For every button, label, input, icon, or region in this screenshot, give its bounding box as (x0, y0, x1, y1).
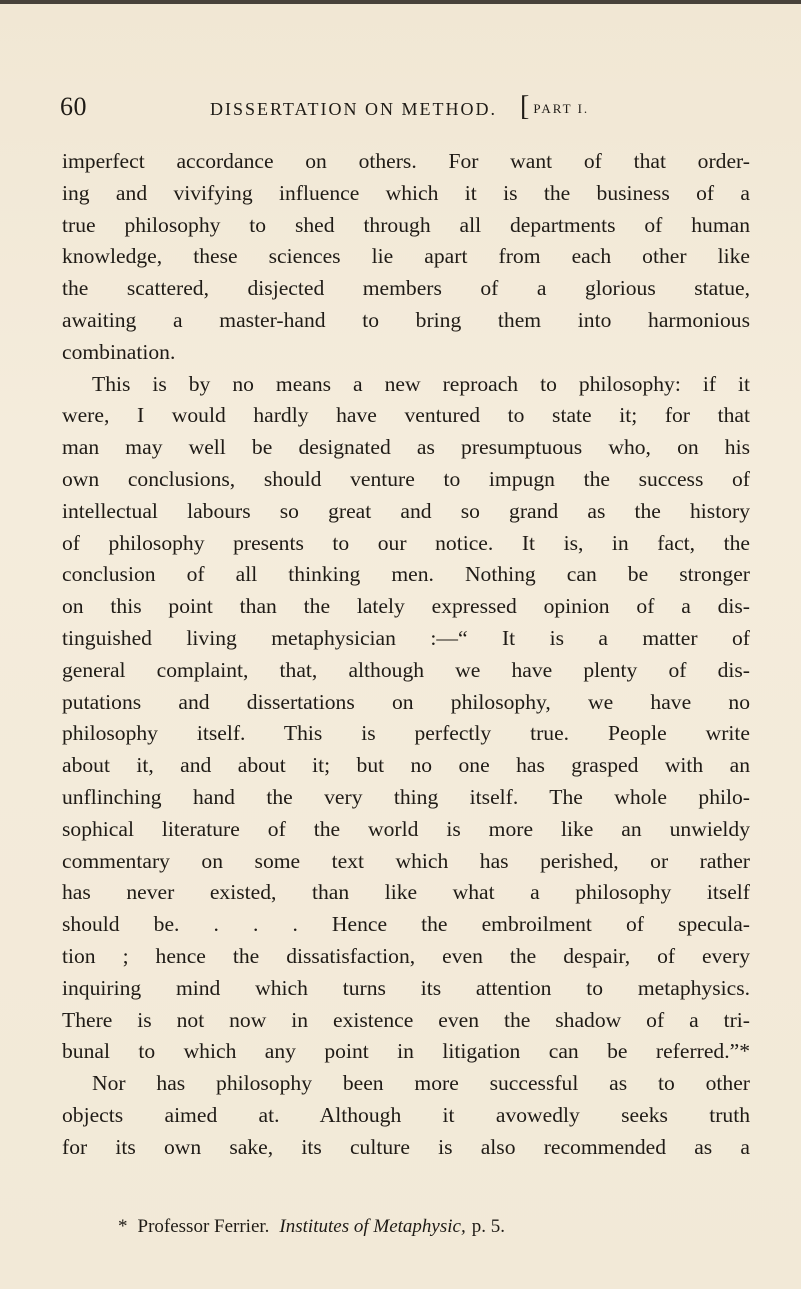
text-line: were, I would hardly have ventured to state it; for that (62, 403, 750, 428)
text-line: This is by no means a new reproach to philosophy: if it (92, 371, 750, 396)
text-line: of philosophy presents to our notice. It is, in fact, the (62, 530, 750, 555)
text-line: tinguished living metaphysician :—“ It is a matter of (62, 625, 750, 650)
footnote-author: Professor Ferrier. (137, 1216, 270, 1237)
text-line: There is not now in existence even the shadow of a tri- (62, 1007, 750, 1032)
text-line: bunal to which any point in litigation can be referred.”* (62, 1039, 750, 1064)
text-line: ing and vivifying influence which it is the business of a (62, 180, 750, 205)
text-line: man may well be designated as presumptuous who, on his (62, 435, 750, 460)
footnote-page-ref: p. 5. (471, 1216, 505, 1237)
text-line: has never existed, than like what a philosophy itself (62, 880, 750, 905)
text-line: objects aimed at. Although it avowedly seeks truth (62, 1102, 750, 1127)
text-line: should be. . . . Hence the embroilment of specula- (62, 912, 750, 937)
text-line: for its own sake, its culture is also recommended as a (62, 1134, 750, 1159)
text-line: sophical literature of the world is more like an unwieldy (62, 816, 750, 841)
text-line: combination. (62, 339, 176, 364)
body-text (62, 146, 750, 1164)
page-number: 60 (60, 92, 87, 121)
text-line: the scattered, disjected members of a glorious statue, (62, 276, 750, 301)
text-line: intellectual labours so great and so grand as the history (62, 498, 750, 523)
text-line: unflinching hand the very thing itself. The whole philo- (62, 784, 750, 809)
text-line: commentary on some text which has perished, or rather (62, 848, 750, 873)
footnote-title: Institutes of Metaphysic, (279, 1216, 466, 1237)
text-line: true philosophy to shed through all departments of human (62, 212, 750, 237)
text-line: about it, and about it; but no one has grasped with an (62, 753, 750, 778)
footnote-marker: * (118, 1216, 128, 1237)
running-header (60, 92, 750, 126)
top-edge-rule (0, 0, 801, 4)
text-line: conclusion of all thinking men. Nothing can be stronger (62, 562, 750, 587)
text-line: inquiring mind which turns its attention to metaphysics. (62, 975, 750, 1000)
text-line: Nor has philosophy been more successful as to other (92, 1071, 750, 1096)
text-line: imperfect accordance on others. For want of that order- (62, 149, 750, 173)
running-title: DISSERTATION ON METHOD. (210, 99, 497, 119)
text-line: on this point than the lately expressed opinion of a dis- (62, 594, 750, 619)
text-line: tion ; hence the dissatisfaction, even the despair, of every (62, 943, 750, 968)
text-line: knowledge, these sciences lie apart from each other like (62, 244, 750, 269)
part-text: PART I. (533, 101, 590, 116)
part-bracket: [ (520, 91, 532, 122)
footnote (118, 1214, 758, 1240)
text-line: philosophy itself. This is perfectly true. People write (62, 721, 750, 746)
text-line: general complaint, that, although we have plenty of dis- (62, 657, 750, 682)
text-line: awaiting a master-hand to bring them into harmonious (62, 307, 750, 332)
part-label (520, 92, 589, 124)
text-line: putations and dissertations on philosophy, we have no (62, 689, 750, 714)
text-line: own conclusions, should venture to impugn the success of (62, 466, 750, 491)
